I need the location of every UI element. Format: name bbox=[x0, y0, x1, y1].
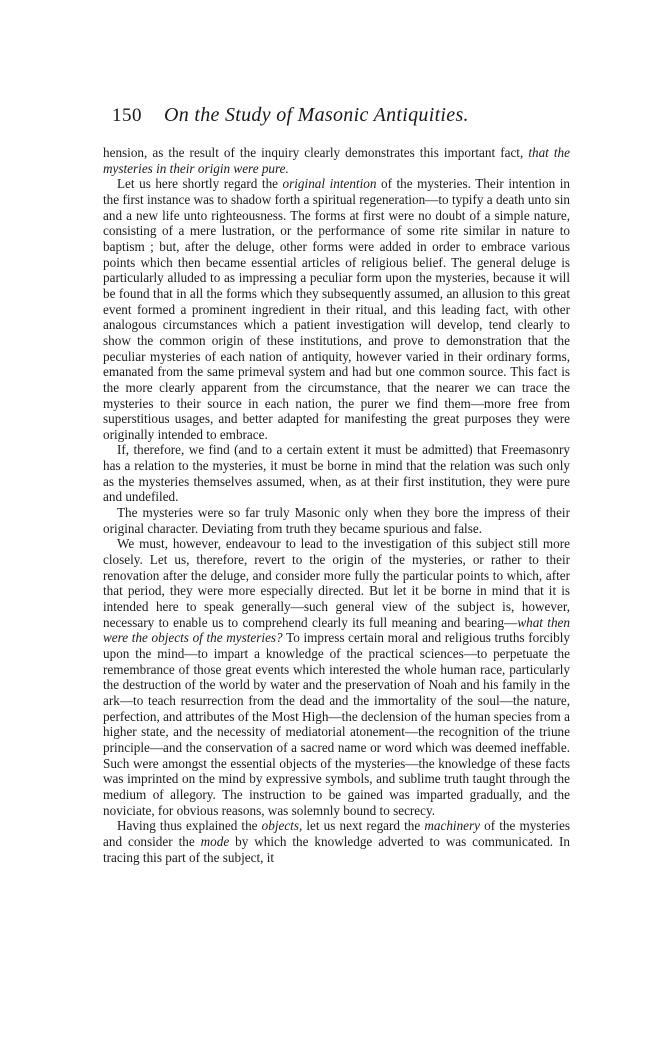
italic-run: objects, bbox=[261, 818, 303, 834]
body-text bbox=[103, 145, 570, 865]
italic-run: that the mysteries in their origin were pure. bbox=[103, 145, 570, 176]
text-run: Let us here shortly regard the bbox=[117, 176, 283, 192]
italic-run: mode bbox=[200, 833, 230, 849]
running-title: On the Study of Masonic Antiquities. bbox=[164, 104, 469, 126]
paragraph bbox=[103, 536, 570, 818]
page-header bbox=[112, 104, 572, 127]
text-run: let us next regard the bbox=[302, 818, 425, 834]
text-run: We must, however, endeavour to lead to the investigation of this subject still more closely. Let us, therefore, revert to the origin of the mysteries, or rather to their renovation after the deluge, and consider more fully the particular points to which, after that period, they were more especially directed. But let it be borne in mind that it is intended here to speak generally—such general view of the subject is, however, necessary to enable us to comprehend clearly its full meaning and bearing— bbox=[103, 536, 570, 630]
italic-run: machinery bbox=[424, 818, 481, 834]
paragraph bbox=[103, 442, 570, 505]
paragraph bbox=[103, 505, 570, 536]
text-run: hension, as the result of the inquiry clearly demonstrates this important fact, bbox=[103, 145, 529, 160]
text-run: of the mysteries. Their intention in the first instance was to shadow forth a spiritual regeneration—to typify a death unto sin and a new life unto righteousness. The forms at first were no doubt of a simple nature, consisting of a mere lustration, or the performance of some rite similar in nature to baptism ; but, after the deluge, other forms were added in order to embrace various points which then became essential articles of religious belief. The general deluge is particularly alluded to as impressing a peculiar form upon the mysteries, because it will be found that in all the forms which they subsequently assumed, an allusion to this great event formed a prominent ingredient in their ritual, and this leading fact, with other analogous circumstances which a patient investigation will develop, tend clearly to show the common origin of these institutions, and prove to demonstration that the peculiar mysteries of each nation of antiquity, however varied in their ordinary forms, emanated from the same primeval system and had but one common source. This fact is the more clearly apparent from the circumstance, that the nearer we can trace the mysteries to their source in each nation, the purer we find them—more free from superstitious usages, and better adapted for manifesting the great purposes they were originally intended to embrace. bbox=[103, 176, 570, 442]
italic-run: original intention bbox=[282, 176, 377, 192]
text-run: The mysteries were so far truly Masonic only when they bore the impress of their original character. Deviating from truth they became spurious and false. bbox=[103, 505, 570, 536]
page-number: 150 bbox=[112, 105, 142, 126]
paragraph bbox=[103, 818, 570, 865]
paragraph bbox=[103, 176, 570, 442]
italic-run: what then were the objects of the mysteries? bbox=[103, 614, 570, 646]
text-run: If, therefore, we find (and to a certain extent it must be admitted) that Freemasonry has a relation to the mysteries, it must be borne in mind that the relation was such only as the mysteries themselves assumed, when, as at their first institution, they were pure and undefiled. bbox=[103, 442, 570, 505]
text-run: of the mysteries and consider the bbox=[103, 818, 571, 849]
paragraph bbox=[103, 145, 570, 176]
text-run: To impress certain moral and religious truths forcibly upon the mind—to impart a knowledge of the practical sciences—to perpetuate the remembrance of those great events which interested the whole human race, particularly the destruction of the world by water and the preservation of Noah and his family in the ark—to teach resurrection from the dead and the immortality of the soul—the nature, perfection, and attributes of the Most High—the declension of the human species from a higher state, and the necessity of mediatorial atonement—the recognition of the triune principle—and the conservation of a sacred name or word which was deemed ineffable. Such were amongst the essential objects of the mysteries—the knowledge of these facts was imprinted on the mind by expressive symbols, and sublime truth taught through the medium of allegory. The instruction to be gained was imparted gradually, and the noviciate, for obvious reasons, was solemnly bound to secrecy. bbox=[103, 630, 570, 818]
text-run: by which the knowledge adverted to was communicated. In tracing this part of the subject, it bbox=[103, 833, 570, 865]
text-run: Having thus explained the bbox=[117, 818, 262, 834]
